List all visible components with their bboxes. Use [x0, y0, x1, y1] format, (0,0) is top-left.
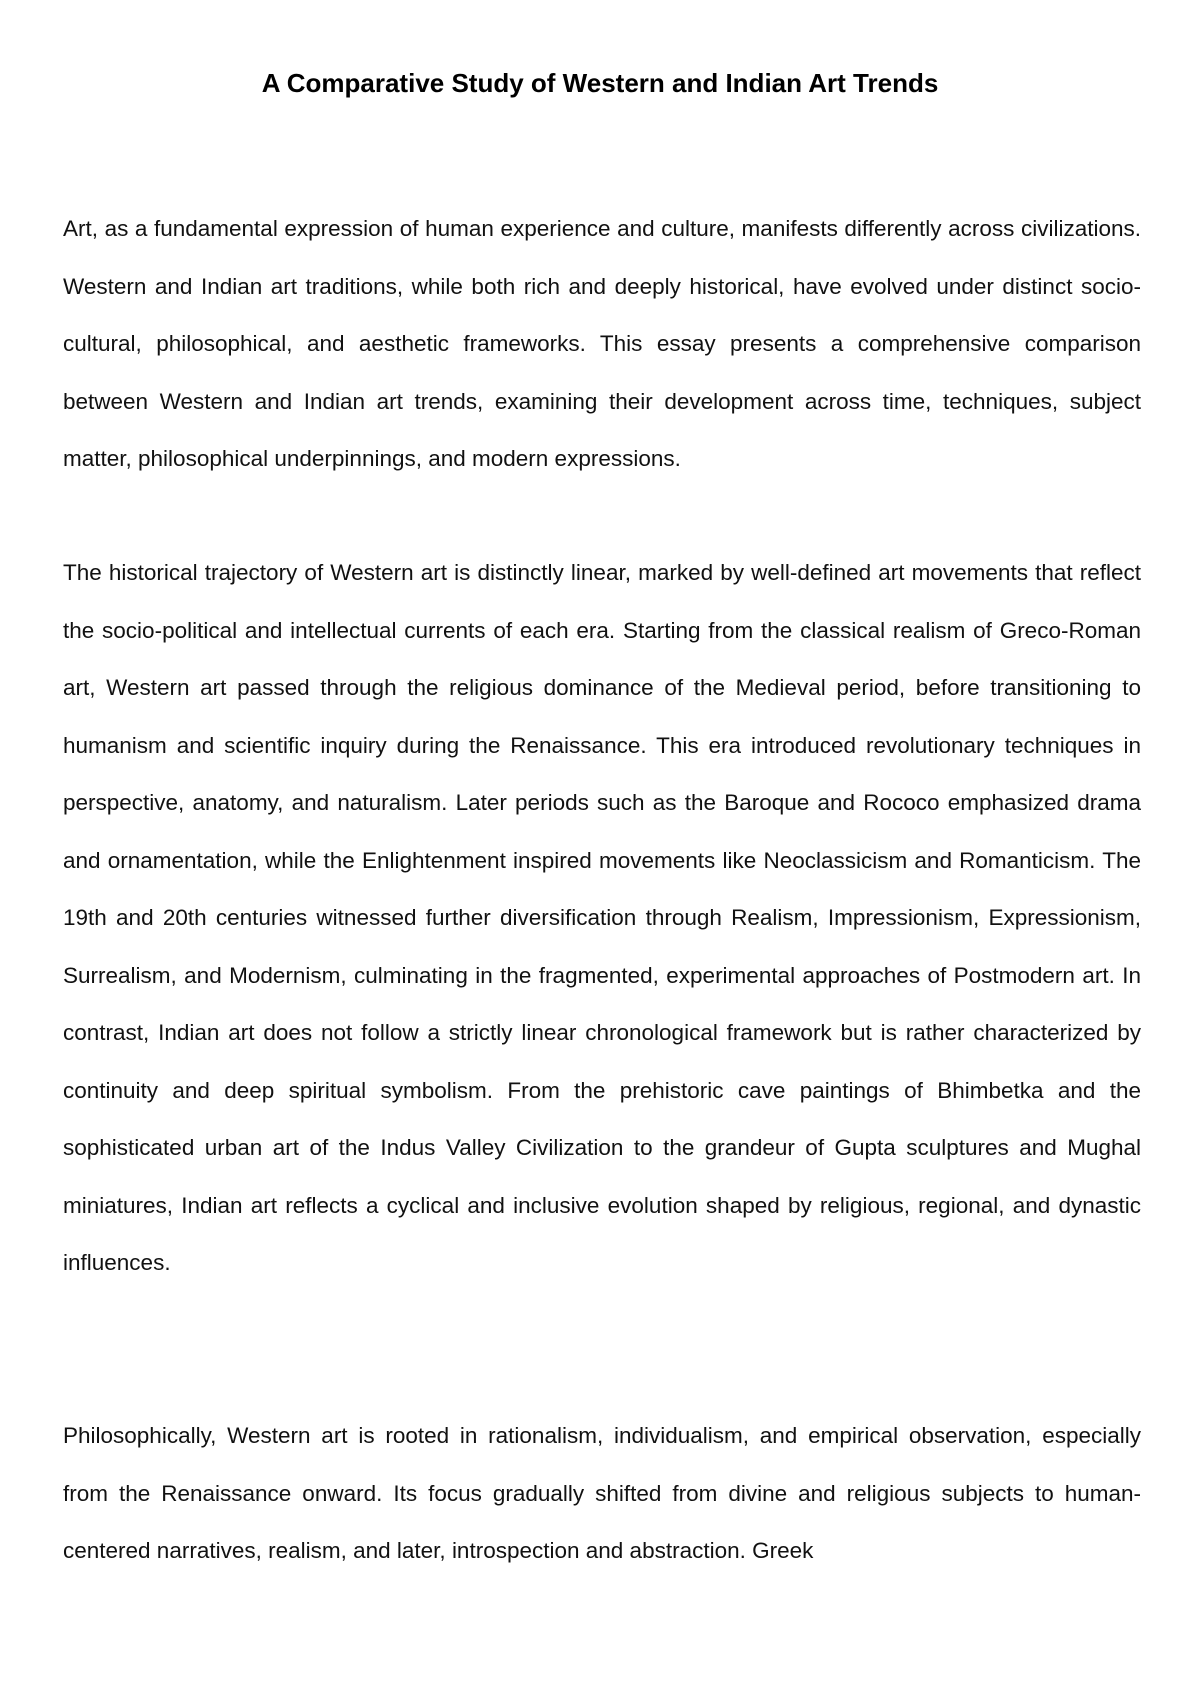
- paragraph-historical-trajectory: The historical trajectory of Western art is distinctly linear, marked by well-defined art movements that reflect the socio-political and intellectual currents of each era. Starting from the classical realism of Greco-Roman art, Western art passed through the religious dominance of the Medieval period, before transitioning to humanism and scientific inquiry during the Renaissance. This era introduced revolutionary techniques in perspective, anatomy, and naturalism. Later periods such as the Baroque and Rococo emphasized drama and ornamentation, while the Enlightenment inspired movements like Neoclassicism and Romanticism. The 19th and 20th centuries witnessed further diversification through Realism, Impressionism, Expressionism, Surrealism, and Modernism, culminating in the fragmented, experimental approaches of Postmodern art. In contrast, Indian art does not follow a strictly linear chronological framework but is rather characterized by continuity and deep spiritual symbolism. From the prehistoric cave paintings of Bhimbetka and the sophisticated urban art of the Indus Valley Civilization to the grandeur of Gupta sculptures and Mughal miniatures, Indian art reflects a cyclical and inclusive evolution shaped by religious, regional, and dynastic influences.: [63, 560, 1141, 1275]
- paragraph-philosophical: Philosophically, Western art is rooted in rationalism, individualism, and empirical observation, especially from the Renaissance onward. Its focus gradually shifted from divine and religious subjects to human-centered narratives, realism, and later, introspection and abstraction. Greek: [63, 1423, 1141, 1563]
- paragraph-introduction: Art, as a fundamental expression of human experience and culture, manifests differently across civilizations. Western and Indian art traditions, while both rich and deeply historical, have evolved under distinct socio-cultural, philosophical, and aesthetic frameworks. This essay presents a comprehensive comparison between Western and Indian art trends, examining their development across time, techniques, subject matter, philosophical underpinnings, and modern expressions.: [63, 216, 1141, 471]
- document-title: A Comparative Study of Western and Indian Art Trends: [261, 68, 939, 98]
